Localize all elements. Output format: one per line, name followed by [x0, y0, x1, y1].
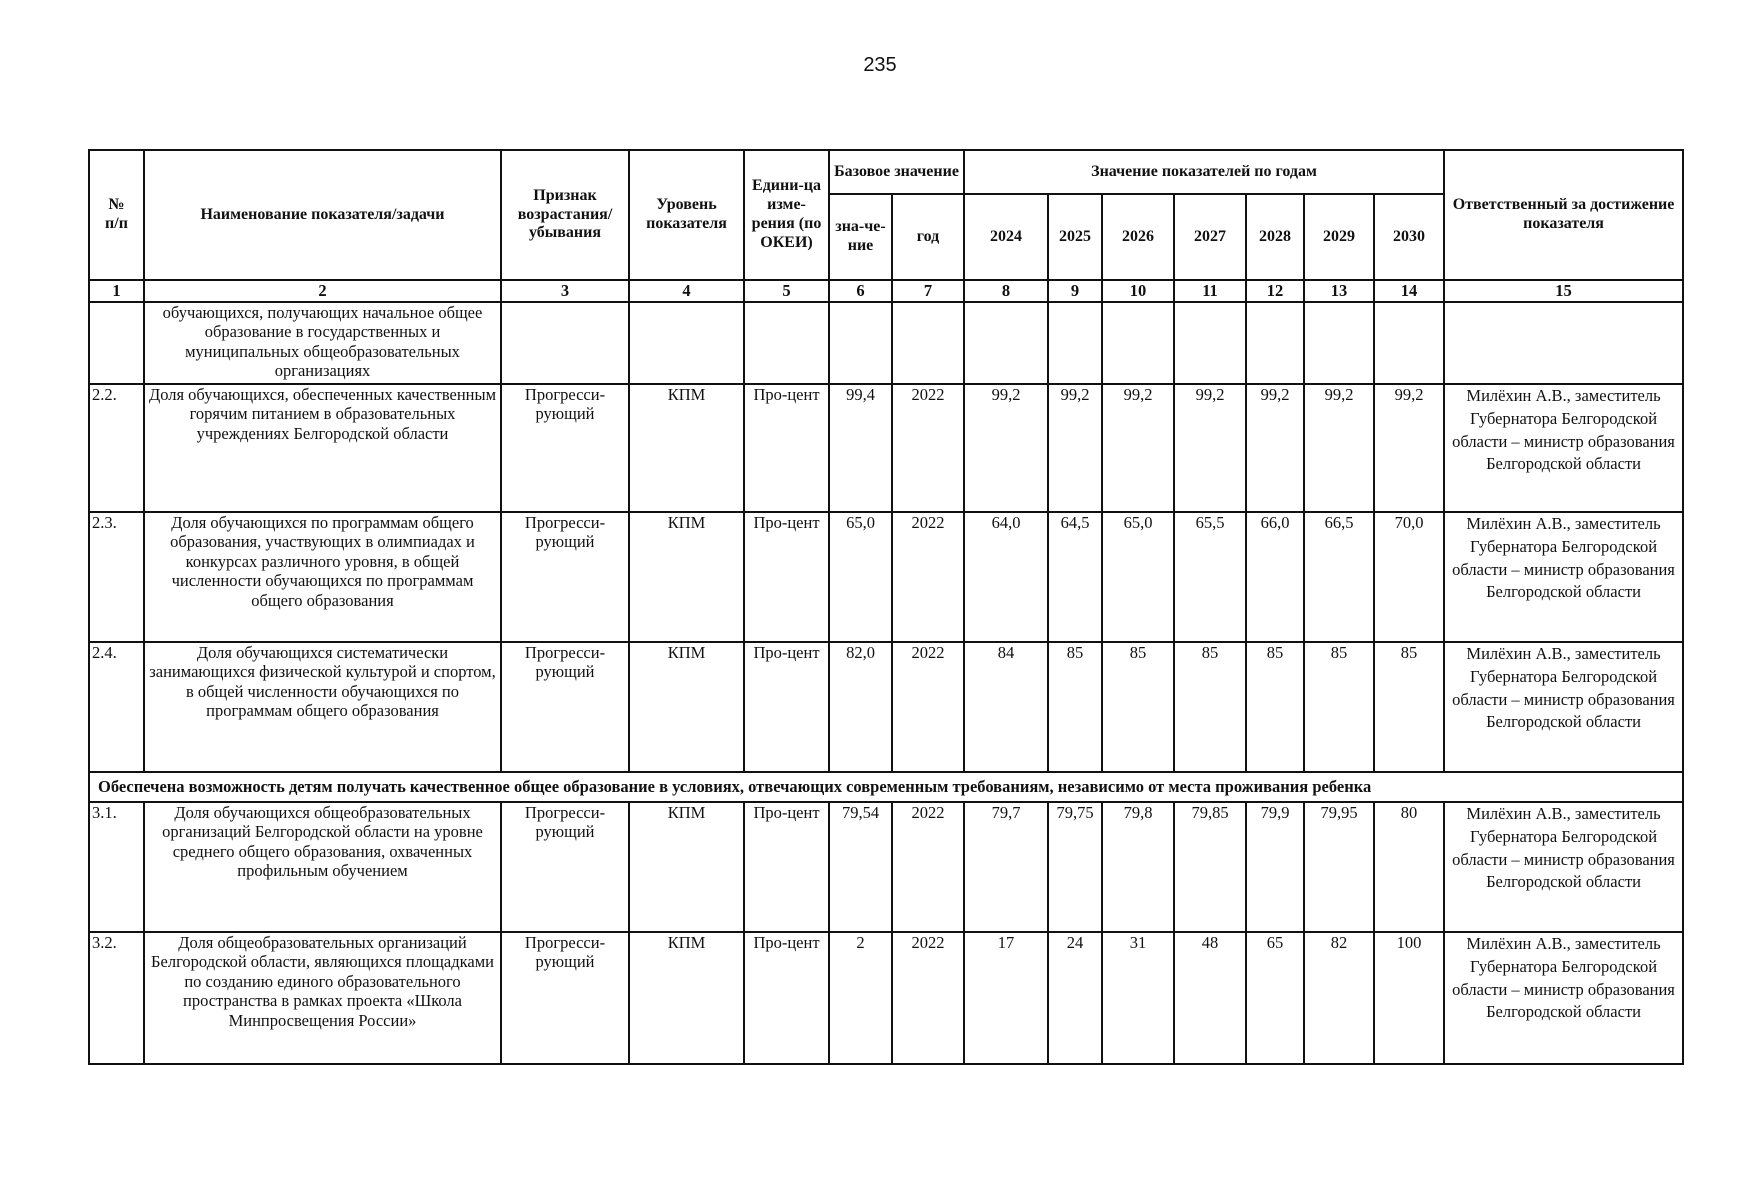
cell-level: КПМ — [629, 932, 744, 1064]
cell-value: 99,2 — [1102, 384, 1174, 512]
header-year: 2025 — [1048, 194, 1102, 280]
table-row — [89, 802, 1683, 932]
cell-value: 85 — [1102, 642, 1174, 772]
cell-base-year: 2022 — [892, 642, 964, 772]
column-numbers-row — [89, 280, 1683, 302]
cell-trend: Прогресси-рующий — [501, 802, 629, 932]
cell-value: 99,2 — [1304, 384, 1374, 512]
cell-responsible: Милёхин А.В., заместитель Губернатора Белгородской области – министр образования Белгородской области — [1444, 512, 1683, 642]
cell-value: 99,2 — [1048, 384, 1102, 512]
cell-value: 17 — [964, 932, 1048, 1064]
cell-value: 79,7 — [964, 802, 1048, 932]
header-responsible: Ответственный за достижение показателя — [1444, 150, 1683, 280]
cell-responsible: Милёхин А.В., заместитель Губернатора Белгородской области – министр образования Белгородской области — [1444, 932, 1683, 1064]
cell-value: 99,2 — [1374, 384, 1444, 512]
header-year: 2027 — [1174, 194, 1246, 280]
cell-trend: Прогресси-рующий — [501, 932, 629, 1064]
cell-value: 48 — [1174, 932, 1246, 1064]
cell-base-year: 2022 — [892, 384, 964, 512]
header-no: № п/п — [89, 150, 144, 280]
cell-value: 99,2 — [1174, 384, 1246, 512]
column-number: 10 — [1102, 280, 1174, 302]
cell-no: 3.2. — [89, 932, 144, 1064]
cell-no: 2.4. — [89, 642, 144, 772]
cell-responsible: Милёхин А.В., заместитель Губернатора Белгородской области – министр образования Белгородской области — [1444, 802, 1683, 932]
header-unit: Едини-ца изме-рения (по ОКЕИ) — [744, 150, 829, 280]
cell-value: 66,5 — [1304, 512, 1374, 642]
cell-value: 64,0 — [964, 512, 1048, 642]
section-title: Обеспечена возможность детям получать качественное общее образование в условиях, отвечающих современным требованиям, независимо от места проживания ребенка — [89, 772, 1683, 802]
cell-value: 66,0 — [1246, 512, 1304, 642]
column-number: 6 — [829, 280, 892, 302]
cell-name: Доля общеобразовательных организаций Белгородской области, являющихся площадками по созданию единого образовательного пространства в рамках проекта «Школа Минпросвещения России» — [144, 932, 501, 1064]
cell-value: 24 — [1048, 932, 1102, 1064]
cell-base-value: 2 — [829, 932, 892, 1064]
cell-value: 79,8 — [1102, 802, 1174, 932]
cell-name: Доля обучающихся систематически занимающихся физической культурой и спортом, в общей численности обучающихся по программам общего образования — [144, 642, 501, 772]
cell-trend: Прогресси-рующий — [501, 384, 629, 512]
cell-level: КПМ — [629, 802, 744, 932]
header-year: 2026 — [1102, 194, 1174, 280]
cell-value: 85 — [1374, 642, 1444, 772]
cell-unit: Про-цент — [744, 512, 829, 642]
cell-value: 85 — [1174, 642, 1246, 772]
cell-name-continuation: обучающихся, получающих начальное общее образование в государственных и муниципальных общеобразовательных организациях — [144, 302, 501, 384]
cell-base-value: 65,0 — [829, 512, 892, 642]
cell-name: Доля обучающихся, обеспеченных качественным горячим питанием в образовательных учреждениях Белгородской области — [144, 384, 501, 512]
cell-value: 100 — [1374, 932, 1444, 1064]
cell-no: 2.3. — [89, 512, 144, 642]
cell-value: 85 — [1048, 642, 1102, 772]
cell-unit: Про-цент — [744, 802, 829, 932]
cell-unit: Про-цент — [744, 642, 829, 772]
column-number: 11 — [1174, 280, 1246, 302]
cell-trend: Прогресси-рующий — [501, 512, 629, 642]
cell-value: 64,5 — [1048, 512, 1102, 642]
cell-value: 99,2 — [1246, 384, 1304, 512]
cell-level: КПМ — [629, 512, 744, 642]
cell-value: 79,9 — [1246, 802, 1304, 932]
column-number: 14 — [1374, 280, 1444, 302]
page-number: 235 — [863, 54, 897, 76]
cell-base-year: 2022 — [892, 802, 964, 932]
table-row — [89, 384, 1683, 512]
cell-value: 99,2 — [964, 384, 1048, 512]
column-number: 8 — [964, 280, 1048, 302]
cell-value: 79,95 — [1304, 802, 1374, 932]
cell-name: Доля обучающихся общеобразовательных организаций Белгородской области на уровне среднего общего образования, охваченных профильным обучением — [144, 802, 501, 932]
section-row — [89, 772, 1683, 802]
header-year: 2030 — [1374, 194, 1444, 280]
column-number: 2 — [144, 280, 501, 302]
table-row — [89, 512, 1683, 642]
header-base-value: зна-че-ние — [829, 194, 892, 280]
cell-responsible: Милёхин А.В., заместитель Губернатора Белгородской области – министр образования Белгородской области — [1444, 642, 1683, 772]
header-years-group: Значение показателей по годам — [964, 150, 1444, 194]
cell-value: 85 — [1246, 642, 1304, 772]
column-number: 15 — [1444, 280, 1683, 302]
cell-value: 84 — [964, 642, 1048, 772]
header-name: Наименование показателя/задачи — [144, 150, 501, 280]
column-number: 1 — [89, 280, 144, 302]
header-year: 2029 — [1304, 194, 1374, 280]
column-number: 7 — [892, 280, 964, 302]
cell-no: 2.2. — [89, 384, 144, 512]
header-year: 2028 — [1246, 194, 1304, 280]
cell-value: 80 — [1374, 802, 1444, 932]
column-number: 13 — [1304, 280, 1374, 302]
cell-value: 82 — [1304, 932, 1374, 1064]
column-number: 5 — [744, 280, 829, 302]
indicators-table — [88, 149, 1684, 1065]
cell-base-value: 79,54 — [829, 802, 892, 932]
cell-value: 79,85 — [1174, 802, 1246, 932]
cell-base-year: 2022 — [892, 932, 964, 1064]
cell-unit: Про-цент — [744, 932, 829, 1064]
cell-value: 79,75 — [1048, 802, 1102, 932]
cell-value: 70,0 — [1374, 512, 1444, 642]
column-number: 9 — [1048, 280, 1102, 302]
cell-base-value: 82,0 — [829, 642, 892, 772]
cell-value: 65,0 — [1102, 512, 1174, 642]
header-base-year: год — [892, 194, 964, 280]
header-base: Базовое значение — [829, 150, 964, 194]
cell-trend: Прогресси-рующий — [501, 642, 629, 772]
cell-responsible: Милёхин А.В., заместитель Губернатора Белгородской области – министр образования Белгородской области — [1444, 384, 1683, 512]
cell-value: 65,5 — [1174, 512, 1246, 642]
cell-base-value: 99,4 — [829, 384, 892, 512]
column-number: 3 — [501, 280, 629, 302]
table-row — [89, 642, 1683, 772]
cell-unit: Про-цент — [744, 384, 829, 512]
table-row-continuation — [89, 302, 1683, 384]
header-level: Уровень показателя — [629, 150, 744, 280]
column-number: 12 — [1246, 280, 1304, 302]
cell-base-year: 2022 — [892, 512, 964, 642]
cell-value: 65 — [1246, 932, 1304, 1064]
cell-value: 31 — [1102, 932, 1174, 1064]
cell-value: 85 — [1304, 642, 1374, 772]
cell-level: КПМ — [629, 384, 744, 512]
cell-level: КПМ — [629, 642, 744, 772]
header-trend: Признак возрастания/ убывания — [501, 150, 629, 280]
cell-no — [89, 302, 144, 384]
cell-name: Доля обучающихся по программам общего образования, участвующих в олимпиадах и конкурсах различного уровня, в общей численности обучающихся по программам общего образования — [144, 512, 501, 642]
cell-no: 3.1. — [89, 802, 144, 932]
column-number: 4 — [629, 280, 744, 302]
header-year: 2024 — [964, 194, 1048, 280]
table-row — [89, 932, 1683, 1064]
